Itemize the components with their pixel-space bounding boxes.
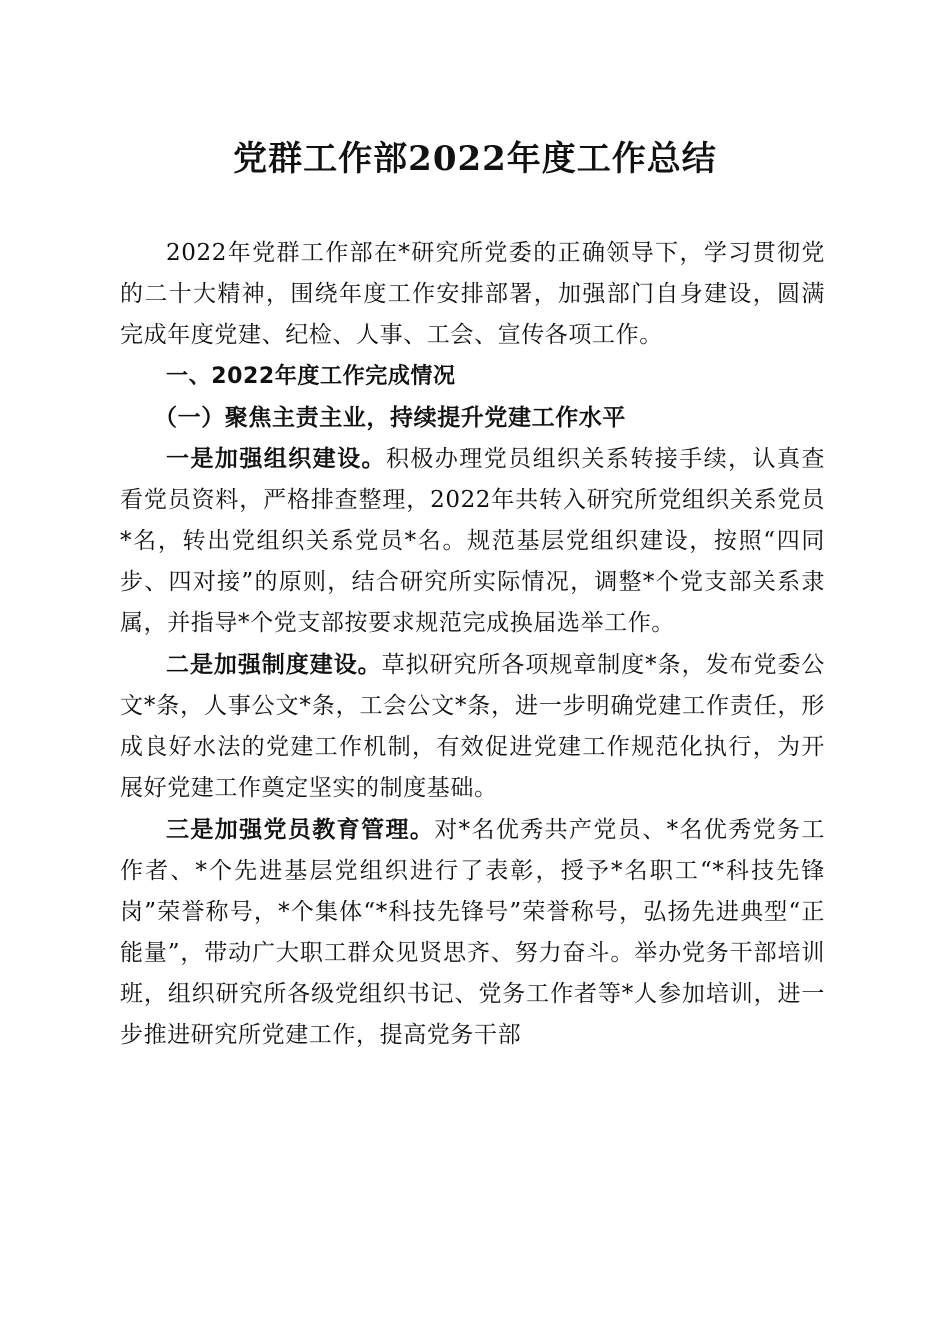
document-title: 党群工作部2022年度工作总结 [233, 139, 717, 179]
item-text: 草拟研究所各项规章制度*条，发布党委公文*条，人事公文*条，工会公文*条，进一步明确党建工作责任，形成良好水法的党建工作机制，有效促进党建工作规范化执行，为开展好党建工作奠定坚实的制度基础。 [120, 652, 825, 801]
item-text: 积极办理党员组织关系转接手续，认真查看党员资料，严格排查整理，2022年共转入研究所党组织关系党员*名，转出党组织关系党员*名。规范基层党组织建设，按照“四同步、四对接”的原则，结合研究所实际情况，调整*个党支部关系隶属，并指导*个党支部按要求规范完成换届选举工作。 [120, 446, 825, 636]
item-text: 对*名优秀共产党员、*名优秀党务工作者、*个先进基层党组织进行了表彰，授予*名职工“*科技先锋岗”荣誉称号，*个集体“*科技先锋号”荣誉称号，弘扬先进典型“正能量”，带动广大职工群众见贤思齐、努力奋斗。举办党务干部培训班，组织研究所各级党组织书记、党务工作者等*人参加培训，进一步推进研究所党建工作，提高党务干部 [120, 817, 825, 1048]
item-lead: 一是加强组织建设。 [166, 445, 386, 472]
section-heading: 一、2022年度工作完成情况 [166, 364, 456, 389]
intro-paragraph: 2022年党群工作部在*研究所党委的正确领导下，学习贯彻党的二十大精神，围绕年度工作安排部署，加强部门自身建设，圆满完成年度党建、纪检、人事、工会、宣传各项工作。 [120, 240, 825, 348]
subsection-heading: （一）聚焦主责主业，持续提升党建工作水平 [154, 404, 626, 431]
item-lead: 三是加强党员教育管理。 [166, 816, 435, 843]
item-paragraph-1 [120, 438, 825, 644]
document-body [120, 233, 825, 1056]
item-paragraph-2 [120, 644, 825, 809]
item-paragraph-3 [120, 809, 825, 1056]
item-lead: 二是加强制度建设。 [166, 651, 382, 678]
